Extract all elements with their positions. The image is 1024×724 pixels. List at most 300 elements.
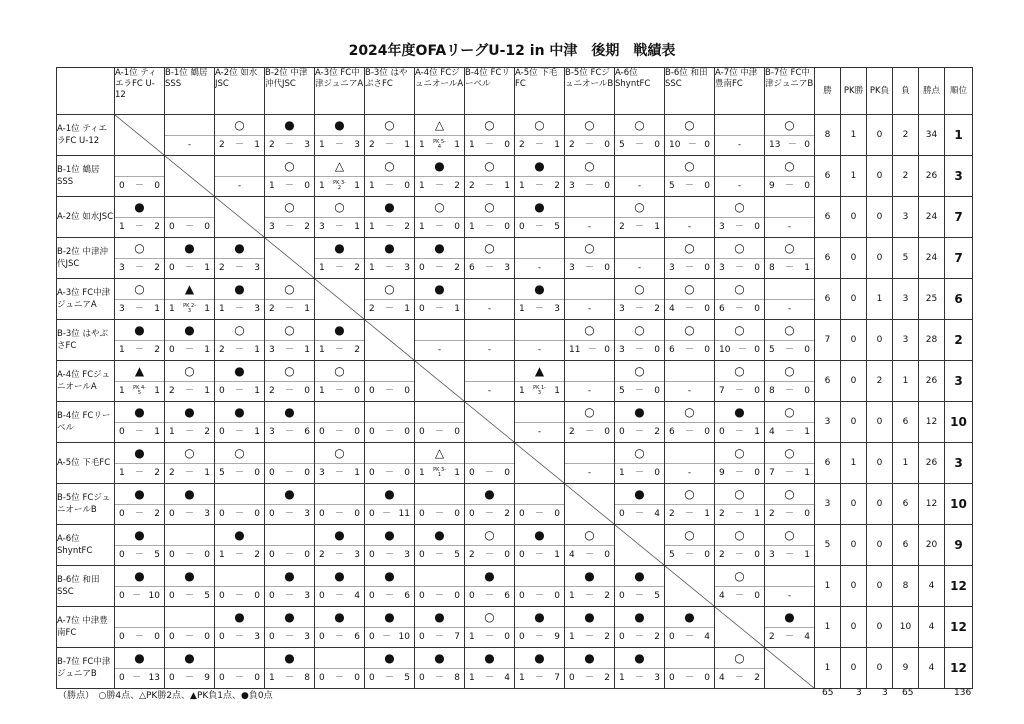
score-home: 10: [669, 140, 681, 150]
score-away: 7: [454, 632, 460, 642]
loss-dot-icon: ●: [484, 487, 495, 501]
score-dash: －: [334, 386, 344, 396]
score-home: 2: [169, 468, 175, 478]
match-result-cell: [615, 361, 665, 402]
match-result-cell: [165, 402, 215, 443]
row-team-label: A-2位 如水JSC: [57, 197, 115, 238]
loss-dot-icon: ●: [334, 323, 345, 337]
match-result-cell: [665, 443, 715, 484]
match-result-cell: [765, 238, 815, 279]
match-score: [665, 546, 714, 564]
match-score: [315, 669, 364, 687]
score-dash: －: [384, 673, 394, 683]
score-dash: －: [484, 673, 494, 683]
self-match-diagonal-cell: [715, 607, 765, 648]
loss-dot-icon: ●: [334, 569, 345, 583]
score-away: 9: [204, 673, 210, 683]
score-home: 2: [219, 345, 225, 355]
score-away: 0: [204, 222, 210, 232]
score-dash: －: [184, 550, 194, 560]
win-circle-icon: ○: [434, 200, 445, 214]
match-result-cell: [465, 197, 515, 238]
match-score: [215, 177, 264, 195]
match-result-cell: [715, 648, 765, 689]
match-score: [515, 669, 564, 687]
match-score: [265, 300, 314, 318]
self-match-diagonal-cell: [665, 566, 715, 607]
match-result-cell: [215, 525, 265, 566]
match-result-cell: [765, 156, 815, 197]
score-home: 3: [769, 550, 775, 560]
match-result-cell: [515, 320, 565, 361]
score-dash: －: [634, 140, 644, 150]
score-dash: －: [234, 550, 244, 560]
stat-losses: 8: [893, 566, 919, 607]
score-dash: －: [734, 591, 744, 601]
score-home: 2: [269, 386, 275, 396]
score-home: 0: [519, 550, 525, 560]
score-dash: －: [734, 304, 744, 314]
score-away: 0: [704, 304, 710, 314]
match-result-cell: [715, 320, 765, 361]
table-row: [57, 197, 973, 238]
score-away: 10: [148, 591, 160, 601]
match-score: [215, 546, 264, 564]
score-home: 1: [369, 181, 375, 191]
score-dash: －: [484, 263, 494, 273]
no-result-icon: [165, 609, 214, 626]
match-result-cell: [315, 402, 365, 443]
loss-dot-icon: ●: [384, 528, 395, 542]
score-away: 2: [654, 427, 660, 437]
match-score: [365, 218, 414, 236]
loss-dot-icon: ●: [184, 487, 195, 501]
score-away: 0: [604, 140, 610, 150]
score-away: 1: [154, 304, 160, 314]
not-played-dash: -: [587, 222, 592, 232]
score-dash: －: [784, 632, 794, 642]
stat-rank: 10: [945, 484, 973, 525]
score-dash: －: [184, 673, 194, 683]
score-dash: －: [634, 673, 644, 683]
not-played-dash: -: [787, 222, 792, 232]
match-score: [215, 259, 264, 277]
loss-dot-icon: ●: [634, 487, 645, 501]
score-home: 0: [369, 427, 375, 437]
score-dash: －: [584, 140, 594, 150]
score-home: 0: [619, 509, 625, 519]
match-score: [765, 423, 814, 441]
win-circle-icon: ○: [234, 118, 245, 132]
score-away: 0: [654, 468, 660, 478]
match-score: [415, 587, 464, 605]
match-score: [415, 218, 464, 236]
match-result-cell: [615, 648, 665, 689]
score-away: 0: [504, 222, 510, 232]
score-dash: －: [787, 140, 797, 150]
match-result-cell: [265, 443, 315, 484]
match-result-cell: [565, 607, 615, 648]
match-result-cell: [615, 197, 665, 238]
score-dash: －: [484, 591, 494, 601]
match-result-cell: [215, 402, 265, 443]
not-played-dash: -: [787, 591, 792, 601]
loss-dot-icon: ●: [184, 405, 195, 419]
match-score: [665, 341, 714, 359]
score-home: 3: [569, 263, 575, 273]
win-circle-icon: ○: [734, 569, 745, 583]
score-home: 1: [619, 673, 625, 683]
score-home: 1: [569, 591, 575, 601]
score-away: 6: [504, 591, 510, 601]
score-home: 0: [219, 386, 225, 396]
score-home: 1: [119, 386, 125, 396]
score-home: 1: [419, 468, 425, 478]
stat-rank: 10: [945, 402, 973, 443]
win-circle-icon: ○: [384, 159, 395, 173]
match-score: [665, 669, 714, 687]
score-away: 1: [804, 468, 810, 478]
total-pk-wins: 3: [856, 688, 862, 698]
match-result-cell: [465, 566, 515, 607]
score-home: 0: [419, 509, 425, 519]
win-circle-icon: ○: [734, 241, 745, 255]
stat-losses: 2: [893, 115, 919, 156]
score-dash: －: [634, 386, 644, 396]
score-away: 6: [354, 632, 360, 642]
stat-rank: 7: [945, 197, 973, 238]
score-away: 5: [404, 673, 410, 683]
score-home: 0: [169, 673, 175, 683]
match-score: [615, 218, 664, 236]
match-score: [115, 546, 164, 564]
match-result-cell: [715, 484, 765, 525]
match-score: [415, 341, 464, 359]
score-home: 2: [269, 140, 275, 150]
score-dash: －: [384, 263, 394, 273]
score-away: 1: [704, 509, 710, 519]
match-score: [215, 505, 264, 523]
match-score: [465, 300, 514, 318]
score-away: 2: [154, 468, 160, 478]
score-home: 0: [169, 345, 175, 355]
no-result-icon: [665, 650, 714, 667]
stat-wins: 6: [815, 156, 841, 197]
match-score: [715, 218, 764, 236]
score-home: 0: [119, 181, 125, 191]
score-dash: －: [584, 181, 594, 191]
score-away: 2: [504, 509, 510, 519]
points-legend: （勝点） ○勝4点、△PK勝2点、▲PK負1点、●負0点: [58, 691, 273, 701]
score-dash: －: [134, 345, 144, 355]
match-result-cell: [315, 156, 365, 197]
score-home: 0: [569, 673, 575, 683]
score-away: 3: [254, 304, 260, 314]
row-team-label: B-4位 FCリーベル: [57, 402, 115, 443]
pk-win-triangle-icon: △: [434, 446, 445, 460]
score-away: 1: [354, 468, 360, 478]
match-score: [465, 587, 514, 605]
match-result-cell: [365, 484, 415, 525]
stat-pk-wins: 0: [841, 320, 867, 361]
match-score: [315, 382, 364, 400]
match-result-cell: [515, 361, 565, 402]
score-dash: －: [684, 427, 694, 437]
match-score: [315, 464, 364, 482]
match-score: [615, 136, 664, 154]
not-played-dash: -: [487, 386, 492, 396]
loss-dot-icon: ●: [334, 610, 345, 624]
match-score: [665, 177, 714, 195]
column-header-stat: 順位: [945, 68, 973, 115]
score-dash: －: [584, 673, 594, 683]
score-dash: －: [734, 468, 744, 478]
match-result-cell: [415, 197, 465, 238]
stat-losses: 3: [893, 279, 919, 320]
match-score: [365, 546, 414, 564]
score-home: 0: [369, 550, 375, 560]
match-score: [565, 218, 614, 236]
score-home: 2: [569, 427, 575, 437]
self-match-diagonal-cell: [765, 648, 815, 689]
match-score: [165, 300, 214, 318]
win-circle-icon: ○: [784, 241, 795, 255]
win-circle-icon: ○: [184, 364, 195, 378]
score-away: 0: [404, 181, 410, 191]
score-dash: －: [384, 550, 394, 560]
no-result-icon: [165, 527, 214, 544]
match-result-cell: [165, 320, 215, 361]
win-circle-icon: ○: [134, 282, 145, 296]
no-result-icon: [715, 158, 764, 175]
win-circle-icon: ○: [734, 487, 745, 501]
win-circle-icon: ○: [684, 282, 695, 296]
match-score: [265, 382, 314, 400]
self-match-diagonal-cell: [265, 238, 315, 279]
score-away: 0: [754, 304, 760, 314]
match-score: [465, 259, 514, 277]
match-result-cell: [415, 279, 465, 320]
match-result-cell: [615, 484, 665, 525]
match-score: [465, 505, 514, 523]
column-header-team: B-4位 FCリーベル: [465, 68, 515, 115]
score-away: 1: [254, 386, 260, 396]
score-home: 3: [719, 222, 725, 232]
score-home: 0: [319, 509, 325, 519]
score-home: 1: [169, 427, 175, 437]
score-home: 0: [619, 632, 625, 642]
match-result-cell: [765, 402, 815, 443]
loss-dot-icon: ●: [234, 241, 245, 255]
match-score: [465, 546, 514, 564]
match-result-cell: [115, 320, 165, 361]
score-away: 6: [304, 427, 310, 437]
match-result-cell: [715, 156, 765, 197]
row-team-label: A-5位 下毛FC: [57, 443, 115, 484]
win-circle-icon: ○: [484, 241, 495, 255]
score-dash: －: [284, 222, 294, 232]
loss-dot-icon: ●: [134, 323, 145, 337]
stat-points: 26: [919, 156, 945, 197]
not-played-dash: -: [737, 181, 742, 191]
match-score: [115, 382, 164, 400]
score-dash: －: [334, 222, 344, 232]
match-result-cell: [715, 238, 765, 279]
loss-dot-icon: ●: [334, 118, 345, 132]
no-result-icon: [465, 445, 514, 462]
score-away: 0: [304, 181, 310, 191]
score-dash: －: [534, 509, 544, 519]
match-score: [515, 382, 564, 400]
stat-pk-losses: 0: [867, 484, 893, 525]
match-score: [365, 300, 414, 318]
stat-pk-wins: 0: [841, 648, 867, 689]
match-result-cell: [465, 484, 515, 525]
score-home: 0: [169, 263, 175, 273]
score-dash: －: [634, 509, 644, 519]
table-row: [57, 607, 973, 648]
score-home: 3: [719, 263, 725, 273]
score-away: 0: [804, 345, 810, 355]
pk-loss-triangle-icon: ▲: [184, 282, 195, 296]
table-row: [57, 566, 973, 607]
score-home: 5: [769, 345, 775, 355]
score-dash: －: [184, 222, 194, 232]
not-played-dash: -: [437, 345, 442, 355]
self-match-diagonal-cell: [365, 320, 415, 361]
score-away: 0: [754, 550, 760, 560]
win-circle-icon: ○: [734, 651, 745, 665]
match-result-cell: [515, 115, 565, 156]
match-score: [265, 587, 314, 605]
score-home: 1: [519, 673, 525, 683]
stat-pk-losses: 0: [867, 443, 893, 484]
match-score: [315, 587, 364, 605]
match-score: [615, 669, 664, 687]
match-result-cell: [415, 115, 465, 156]
score-dash: －: [684, 550, 694, 560]
score-home: 2: [369, 140, 375, 150]
score-home: 2: [619, 222, 625, 232]
self-match-diagonal-cell: [115, 115, 165, 156]
score-home: 0: [319, 427, 325, 437]
win-circle-icon: ○: [584, 528, 595, 542]
match-score: [315, 423, 364, 441]
score-dash: －: [734, 427, 744, 437]
win-circle-icon: ○: [234, 323, 245, 337]
score-away: 1: [404, 304, 410, 314]
match-score: [115, 628, 164, 646]
win-circle-icon: ○: [734, 200, 745, 214]
score-home: 2: [769, 632, 775, 642]
score-dash: －: [534, 673, 544, 683]
not-played-dash: -: [687, 468, 692, 478]
score-home: 9: [769, 181, 775, 191]
not-played-dash: -: [787, 304, 792, 314]
score-away: 1: [654, 222, 660, 232]
score-away: 1: [204, 468, 210, 478]
loss-dot-icon: ●: [134, 528, 145, 542]
stat-pk-wins: 1: [841, 115, 867, 156]
stat-pk-losses: 0: [867, 238, 893, 279]
no-result-icon: [665, 445, 714, 462]
loss-dot-icon: ●: [134, 446, 145, 460]
match-result-cell: [665, 115, 715, 156]
loss-dot-icon: ●: [634, 569, 645, 583]
score-dash: －: [634, 427, 644, 437]
stat-points: 12: [919, 484, 945, 525]
match-score: [715, 300, 764, 318]
score-home: 1: [119, 345, 125, 355]
no-result-icon: [515, 486, 564, 503]
match-score: [315, 259, 364, 277]
match-score: [365, 259, 414, 277]
score-away: 3: [254, 632, 260, 642]
header-row: [57, 68, 973, 115]
match-score: [665, 136, 714, 154]
no-result-icon: [365, 404, 414, 421]
score-dash: －: [534, 550, 544, 560]
match-result-cell: [115, 238, 165, 279]
loss-dot-icon: ●: [134, 569, 145, 583]
score-dash: －: [684, 509, 694, 519]
match-score: [265, 546, 314, 564]
match-score: [515, 546, 564, 564]
match-score: [515, 505, 564, 523]
column-header-stat: PK負: [867, 68, 893, 115]
score-away: 0: [454, 222, 460, 232]
match-score: [515, 259, 564, 277]
not-played-dash: -: [637, 263, 642, 273]
score-home: 1: [219, 304, 225, 314]
pk-score: PK 1-3: [533, 385, 546, 396]
score-home: 2: [569, 140, 575, 150]
score-home: 1: [469, 222, 475, 232]
score-home: 1: [319, 345, 325, 355]
match-result-cell: [165, 197, 215, 238]
total-pk-losses: 3: [882, 688, 888, 698]
score-home: 7: [719, 386, 725, 396]
match-result-cell: [565, 115, 615, 156]
score-home: 0: [219, 632, 225, 642]
not-played-dash: -: [587, 304, 592, 314]
match-result-cell: [515, 607, 565, 648]
row-team-label: A-3位 FC中津ジュニアA: [57, 279, 115, 320]
match-result-cell: [565, 566, 615, 607]
score-dash: －: [334, 345, 344, 355]
score-away: 2: [254, 550, 260, 560]
score-home: 1: [419, 140, 425, 150]
score-home: 0: [219, 509, 225, 519]
score-dash: －: [134, 427, 144, 437]
score-home: 1: [319, 140, 325, 150]
match-score: [665, 382, 714, 400]
score-away: 3: [204, 509, 210, 519]
stat-points: 26: [919, 361, 945, 402]
stat-pk-wins: 0: [841, 607, 867, 648]
score-dash: －: [434, 632, 444, 642]
score-dash: －: [684, 304, 694, 314]
score-away: 0: [404, 468, 410, 478]
win-circle-icon: ○: [734, 364, 745, 378]
win-circle-icon: ○: [784, 528, 795, 542]
score-away: 0: [754, 386, 760, 396]
match-result-cell: [215, 156, 265, 197]
score-dash: －: [784, 550, 794, 560]
match-result-cell: [565, 648, 615, 689]
score-dash: －: [434, 673, 444, 683]
score-home: 3: [619, 345, 625, 355]
